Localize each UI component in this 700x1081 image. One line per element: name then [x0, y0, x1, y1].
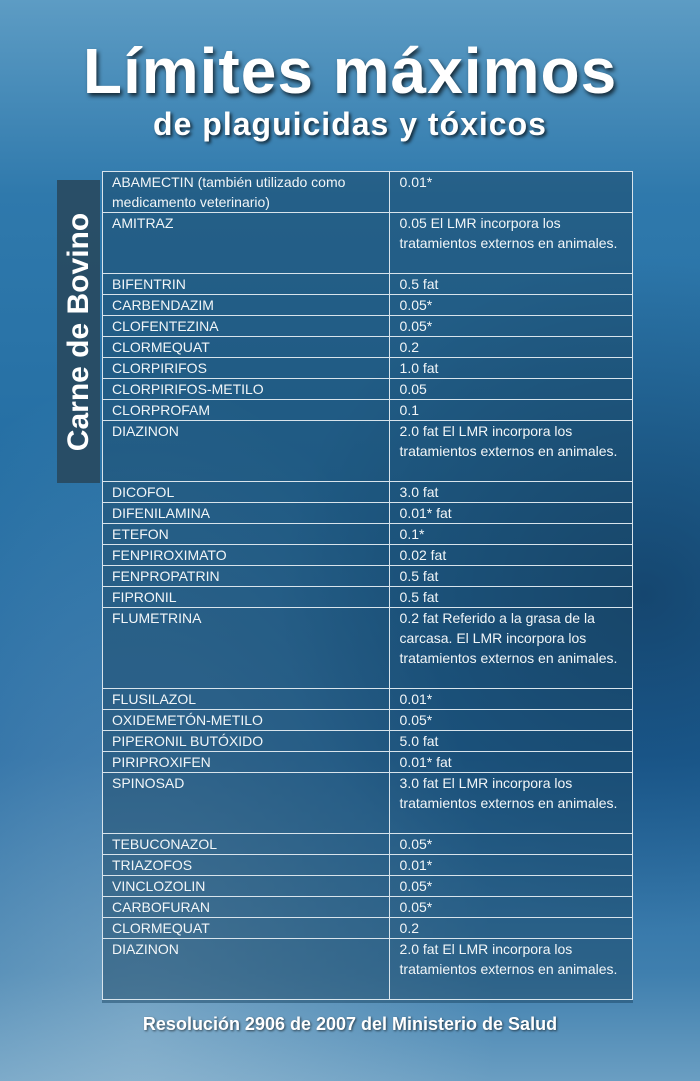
category-label: Carne de Bovino	[61, 212, 95, 451]
table-row	[103, 918, 633, 939]
limit-value-cell: 0.05*	[389, 710, 632, 731]
limit-value-cell: 0.1*	[389, 524, 632, 545]
limit-value-cell: 1.0 fat	[389, 358, 632, 379]
table-row	[103, 545, 633, 566]
limit-value-cell: 0.1	[389, 400, 632, 421]
table-row	[103, 689, 633, 710]
table-row	[103, 731, 633, 752]
limit-value-cell: 3.0 fat El LMR incorpora los tratamientos externos en animales.	[389, 773, 632, 834]
pesticide-name-cell: CARBENDAZIM	[103, 295, 390, 316]
pesticide-name-cell: BIFENTRIN	[103, 274, 390, 295]
table-row	[103, 172, 633, 213]
table-row	[103, 400, 633, 421]
pesticide-name-cell: CLORPIRIFOS-METILO	[103, 379, 390, 400]
table-row	[103, 316, 633, 337]
limit-value-cell: 0.5 fat	[389, 566, 632, 587]
table-row	[103, 876, 633, 897]
limits-table	[102, 171, 633, 1000]
pesticide-name-cell: FIPRONIL	[103, 587, 390, 608]
table-row	[103, 855, 633, 876]
table-row	[103, 566, 633, 587]
limit-value-cell: 0.01*	[389, 172, 632, 213]
limit-value-cell: 0.01* fat	[389, 503, 632, 524]
pesticide-name-cell: PIRIPROXIFEN	[103, 752, 390, 773]
limit-value-cell: 0.05	[389, 379, 632, 400]
pesticide-name-cell: SPINOSAD	[103, 773, 390, 834]
limits-table-body	[103, 172, 633, 1000]
page-title: Límites máximos	[82, 35, 618, 107]
pesticide-name-cell: ETEFON	[103, 524, 390, 545]
limit-value-cell: 0.01*	[389, 689, 632, 710]
table-row	[103, 752, 633, 773]
page-subtitle: de plaguicidas y tóxicos	[153, 106, 547, 142]
table-row	[103, 482, 633, 503]
limit-value-cell: 3.0 fat	[389, 482, 632, 503]
limit-value-cell: 0.5 fat	[389, 587, 632, 608]
table-row	[103, 897, 633, 918]
limit-value-cell: 0.01*	[389, 855, 632, 876]
limits-table-container	[102, 171, 633, 1003]
table-row	[103, 503, 633, 524]
limit-value-cell: 0.05*	[389, 316, 632, 337]
table-row	[103, 421, 633, 482]
pesticide-name-cell: FENPIROXIMATO	[103, 545, 390, 566]
pesticide-name-cell: CLORMEQUAT	[103, 337, 390, 358]
limit-value-cell: 5.0 fat	[389, 731, 632, 752]
limit-value-cell: 2.0 fat El LMR incorpora los tratamientos externos en animales.	[389, 421, 632, 482]
pesticide-name-cell: AMITRAZ	[103, 213, 390, 274]
pesticide-name-cell: DIFENILAMINA	[103, 503, 390, 524]
table-row	[103, 213, 633, 274]
pesticide-name-cell: DIAZINON	[103, 939, 390, 1000]
pesticide-name-cell: VINCLOZOLIN	[103, 876, 390, 897]
pesticide-name-cell: CLOFENTEZINA	[103, 316, 390, 337]
limit-value-cell: 0.05 El LMR incorpora los tratamientos externos en animales.	[389, 213, 632, 274]
footer-resolution: Resolución 2906 de 2007 del Ministerio de Salud	[142, 1014, 558, 1034]
pesticide-name-cell: CLORPROFAM	[103, 400, 390, 421]
category-tab	[57, 180, 100, 483]
pesticide-name-cell: ABAMECTIN (también utilizado como medicamento veterinario)	[103, 172, 390, 213]
limit-value-cell: 2.0 fat El LMR incorpora los tratamientos externos en animales.	[389, 939, 632, 1000]
pesticide-name-cell: FENPROPATRIN	[103, 566, 390, 587]
limit-value-cell: 0.01* fat	[389, 752, 632, 773]
limit-value-cell: 0.05*	[389, 834, 632, 855]
table-row	[103, 587, 633, 608]
limit-value-cell: 0.05*	[389, 897, 632, 918]
table-row	[103, 337, 633, 358]
pesticide-name-cell: CLORMEQUAT	[103, 918, 390, 939]
limit-value-cell: 0.5 fat	[389, 274, 632, 295]
limit-value-cell: 0.2 fat Referido a la grasa de la carcasa. El LMR incorpora los tratamientos externos en animales.	[389, 608, 632, 689]
limit-value-cell: 0.2	[389, 337, 632, 358]
table-row	[103, 773, 633, 834]
limit-value-cell: 0.02 fat	[389, 545, 632, 566]
pesticide-name-cell: DICOFOL	[103, 482, 390, 503]
table-row	[103, 608, 633, 689]
pesticide-name-cell: CLORPIRIFOS	[103, 358, 390, 379]
table-row	[103, 379, 633, 400]
pesticide-name-cell: PIPERONIL BUTÓXIDO	[103, 731, 390, 752]
table-row	[103, 939, 633, 1000]
limit-value-cell: 0.05*	[389, 295, 632, 316]
pesticide-name-cell: FLUSILAZOL	[103, 689, 390, 710]
pesticide-name-cell: FLUMETRINA	[103, 608, 390, 689]
table-row	[103, 710, 633, 731]
pesticide-name-cell: CARBOFURAN	[103, 897, 390, 918]
limit-value-cell: 0.05*	[389, 876, 632, 897]
table-row	[103, 358, 633, 379]
table-row	[103, 274, 633, 295]
pesticide-name-cell: TRIAZOFOS	[103, 855, 390, 876]
pesticide-name-cell: TEBUCONAZOL	[103, 834, 390, 855]
table-row	[103, 295, 633, 316]
pesticide-name-cell: OXIDEMETÓN-METILO	[103, 710, 390, 731]
pesticide-name-cell: DIAZINON	[103, 421, 390, 482]
limit-value-cell: 0.2	[389, 918, 632, 939]
table-row	[103, 834, 633, 855]
table-row	[103, 524, 633, 545]
